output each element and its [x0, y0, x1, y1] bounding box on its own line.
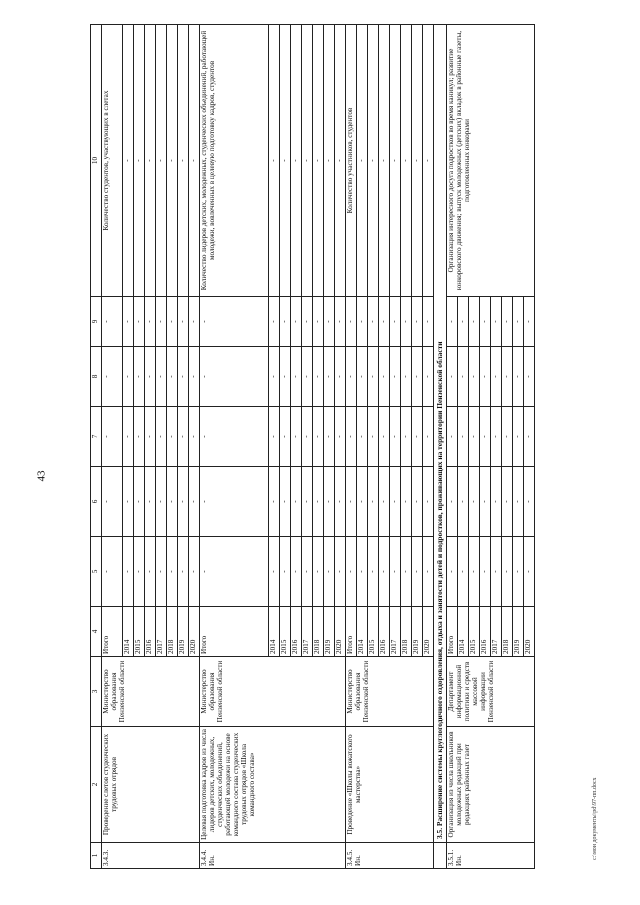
value-cell: -: [335, 467, 346, 537]
value-cell: -: [200, 347, 269, 407]
value-cell: -: [346, 537, 357, 607]
value-cell: -: [123, 297, 134, 347]
program-table: [90, 24, 535, 869]
value-cell: -: [280, 297, 291, 347]
value-cell: -: [134, 347, 145, 407]
year-cell: 2019: [178, 607, 189, 657]
value-cell: -: [134, 297, 145, 347]
value-cell: -: [412, 467, 423, 537]
value-cell: -: [480, 467, 491, 537]
value-cell: -: [469, 407, 480, 467]
year-cell: 2014: [458, 607, 469, 657]
indicator-value: -: [357, 25, 368, 297]
total-label: Итого: [346, 607, 357, 657]
value-cell: -: [178, 467, 189, 537]
value-cell: -: [447, 347, 458, 407]
column-number-header: 4: [91, 607, 102, 657]
value-cell: -: [524, 537, 535, 607]
value-cell: -: [200, 467, 269, 537]
value-cell: -: [269, 537, 280, 607]
value-cell: -: [178, 347, 189, 407]
year-cell: 2019: [324, 607, 335, 657]
value-cell: -: [280, 407, 291, 467]
indicator-value: -: [280, 25, 291, 297]
value-cell: -: [346, 297, 357, 347]
value-cell: -: [357, 467, 368, 537]
value-cell: -: [447, 407, 458, 467]
year-cell: 2020: [524, 607, 535, 657]
indicator-value: -: [167, 25, 178, 297]
year-cell: 2020: [189, 607, 200, 657]
value-cell: -: [412, 347, 423, 407]
value-cell: -: [346, 407, 357, 467]
value-cell: -: [357, 537, 368, 607]
value-cell: -: [156, 467, 167, 537]
year-cell: 2016: [145, 607, 156, 657]
item-title: Проведение слетов студенческих трудовых отрядов: [102, 727, 200, 843]
value-cell: -: [167, 347, 178, 407]
value-cell: -: [167, 537, 178, 607]
value-cell: -: [145, 297, 156, 347]
value-cell: -: [302, 347, 313, 407]
column-number-header: 5: [91, 537, 102, 607]
indicator-value: -: [302, 25, 313, 297]
value-cell: -: [335, 347, 346, 407]
value-cell: -: [379, 407, 390, 467]
value-cell: -: [412, 297, 423, 347]
value-cell: -: [357, 347, 368, 407]
value-cell: -: [145, 347, 156, 407]
value-cell: -: [458, 537, 469, 607]
value-cell: -: [447, 467, 458, 537]
program-row: [447, 25, 458, 869]
value-cell: -: [280, 537, 291, 607]
value-cell: -: [156, 537, 167, 607]
column-number-header: 3: [91, 657, 102, 727]
item-title: Проведение «Школы вожатского мастерства»: [346, 727, 434, 843]
indicator-text: Количество студентов, участвующих в слетах: [102, 25, 123, 297]
value-cell: -: [102, 347, 123, 407]
value-cell: -: [368, 347, 379, 407]
total-label: Итого: [200, 607, 269, 657]
value-cell: -: [491, 407, 502, 467]
value-cell: -: [502, 407, 513, 467]
value-cell: -: [401, 467, 412, 537]
value-cell: -: [480, 347, 491, 407]
value-cell: -: [313, 297, 324, 347]
year-cell: 2018: [401, 607, 412, 657]
year-cell: 2020: [335, 607, 346, 657]
value-cell: -: [480, 297, 491, 347]
value-cell: -: [412, 537, 423, 607]
indicator-value: -: [134, 25, 145, 297]
value-cell: -: [123, 467, 134, 537]
section-row: [434, 25, 447, 869]
indicator-value: -: [178, 25, 189, 297]
total-label: Итого: [102, 607, 123, 657]
item-number: 3.4.3.: [102, 843, 200, 869]
indicator-value: -: [401, 25, 412, 297]
indicator-value: -: [379, 25, 390, 297]
year-cell: 2019: [412, 607, 423, 657]
program-row: [102, 25, 123, 869]
value-cell: -: [491, 467, 502, 537]
value-cell: -: [102, 407, 123, 467]
value-cell: -: [189, 407, 200, 467]
value-cell: -: [178, 407, 189, 467]
year-cell: 2014: [357, 607, 368, 657]
item-number: 3.4.5. Ин.: [346, 843, 434, 869]
value-cell: -: [145, 467, 156, 537]
value-cell: -: [368, 297, 379, 347]
value-cell: -: [513, 297, 524, 347]
value-cell: -: [401, 407, 412, 467]
value-cell: -: [291, 407, 302, 467]
value-cell: -: [313, 537, 324, 607]
value-cell: -: [480, 407, 491, 467]
value-cell: -: [513, 537, 524, 607]
value-cell: -: [102, 467, 123, 537]
value-cell: -: [189, 467, 200, 537]
value-cell: -: [134, 537, 145, 607]
value-cell: -: [346, 347, 357, 407]
item-number: 3.4.4. Ин.: [200, 843, 346, 869]
column-number-header: 6: [91, 467, 102, 537]
year-cell: 2017: [156, 607, 167, 657]
value-cell: -: [324, 407, 335, 467]
value-cell: -: [412, 407, 423, 467]
indicator-value: -: [123, 25, 134, 297]
year-cell: 2014: [269, 607, 280, 657]
value-cell: -: [423, 407, 434, 467]
value-cell: -: [156, 407, 167, 467]
value-cell: -: [502, 297, 513, 347]
rotated-table-container: [90, 25, 635, 869]
value-cell: -: [123, 347, 134, 407]
value-cell: -: [200, 297, 269, 347]
year-cell: 2016: [480, 607, 491, 657]
value-cell: -: [324, 467, 335, 537]
section-heading: 3.5. Расширение системы круглогодичного оздоровления, отдыха и занятости детей и подростков, проживающих на территории Пензенской области: [434, 25, 447, 843]
year-cell: 2015: [134, 607, 145, 657]
page-number: 43: [35, 470, 48, 482]
value-cell: -: [102, 537, 123, 607]
value-cell: -: [123, 537, 134, 607]
value-cell: -: [469, 347, 480, 407]
year-cell: 2015: [469, 607, 480, 657]
value-cell: -: [291, 297, 302, 347]
value-cell: -: [280, 467, 291, 537]
value-cell: -: [469, 537, 480, 607]
year-cell: 2018: [313, 607, 324, 657]
value-cell: -: [189, 347, 200, 407]
value-cell: -: [313, 407, 324, 467]
value-cell: -: [269, 347, 280, 407]
year-cell: 2017: [491, 607, 502, 657]
value-cell: -: [513, 407, 524, 467]
value-cell: -: [335, 537, 346, 607]
value-cell: -: [134, 407, 145, 467]
column-number-header: 10: [91, 25, 102, 297]
year-cell: 2015: [368, 607, 379, 657]
value-cell: -: [200, 407, 269, 467]
value-cell: -: [447, 537, 458, 607]
program-row: [200, 25, 269, 869]
indicator-text: Количество участников, студентов: [346, 25, 357, 297]
value-cell: -: [480, 537, 491, 607]
value-cell: -: [491, 537, 502, 607]
value-cell: -: [302, 297, 313, 347]
value-cell: -: [447, 297, 458, 347]
value-cell: -: [324, 347, 335, 407]
value-cell: -: [458, 467, 469, 537]
value-cell: -: [368, 407, 379, 467]
year-cell: 2018: [167, 607, 178, 657]
indicator-value: -: [368, 25, 379, 297]
value-cell: -: [368, 467, 379, 537]
value-cell: -: [502, 347, 513, 407]
value-cell: -: [123, 407, 134, 467]
value-cell: -: [423, 297, 434, 347]
value-cell: -: [167, 467, 178, 537]
year-cell: 2017: [302, 607, 313, 657]
value-cell: -: [401, 537, 412, 607]
indicator-value: -: [291, 25, 302, 297]
item-title: Целевая подготовка кадров из числа лидеров детских, молодежных, студенческих объединений, работающей молодежи на основе командного состава студенческих трудовых отрядов «Школа командного состава»: [200, 727, 346, 843]
value-cell: -: [189, 537, 200, 607]
value-cell: -: [390, 347, 401, 407]
value-cell: -: [156, 297, 167, 347]
value-cell: -: [357, 297, 368, 347]
table-body: [91, 25, 535, 869]
value-cell: -: [491, 297, 502, 347]
value-cell: -: [390, 467, 401, 537]
value-cell: -: [291, 347, 302, 407]
value-cell: -: [368, 537, 379, 607]
value-cell: -: [324, 297, 335, 347]
value-cell: -: [145, 407, 156, 467]
value-cell: -: [313, 467, 324, 537]
item-title: Организация из числа школьников молодежных редакций при редакциях районных газет: [447, 727, 535, 843]
value-cell: -: [458, 347, 469, 407]
indicator-value: -: [324, 25, 335, 297]
value-cell: -: [390, 297, 401, 347]
table-cell: [434, 843, 447, 869]
column-number-header: 9: [91, 297, 102, 347]
value-cell: -: [167, 407, 178, 467]
value-cell: -: [167, 297, 178, 347]
item-executor: Департамент информационной политики и средств массовой информации Пензенской области: [447, 657, 535, 727]
column-number-header: 8: [91, 347, 102, 407]
footer-file-path: c:\мои документы\pd\97-пп.docx: [592, 777, 598, 860]
program-row: [346, 25, 357, 869]
indicator-text: Организация интересного досуга подростков во время каникул; развитие юнкоровского движения; выпуск молодежных (детских) вкладок в районные газеты, подготовленных юнкорами: [447, 25, 535, 297]
value-cell: -: [502, 537, 513, 607]
value-cell: -: [401, 297, 412, 347]
year-cell: 2014: [123, 607, 134, 657]
column-number-header: 1: [91, 843, 102, 869]
indicator-value: -: [156, 25, 167, 297]
value-cell: -: [291, 537, 302, 607]
item-executor: Министерство образования Пензенской области: [200, 657, 346, 727]
year-cell: 2019: [513, 607, 524, 657]
item-executor: Министерство образования Пензенской области: [102, 657, 200, 727]
value-cell: -: [302, 467, 313, 537]
value-cell: -: [335, 407, 346, 467]
value-cell: -: [379, 537, 390, 607]
value-cell: -: [524, 297, 535, 347]
value-cell: -: [302, 407, 313, 467]
year-cell: 2018: [502, 607, 513, 657]
value-cell: -: [324, 537, 335, 607]
column-number-header: 2: [91, 727, 102, 843]
value-cell: -: [379, 297, 390, 347]
value-cell: -: [102, 297, 123, 347]
indicator-value: -: [145, 25, 156, 297]
value-cell: -: [513, 347, 524, 407]
total-label: Итого: [447, 607, 458, 657]
value-cell: -: [178, 297, 189, 347]
indicator-text: Количество лидеров детских, молодежных, студенческих объединений, работающей молодежи, вовлеченных в целевую подготовку кадров, студентов: [200, 25, 269, 297]
value-cell: -: [189, 297, 200, 347]
value-cell: -: [458, 407, 469, 467]
value-cell: -: [379, 347, 390, 407]
value-cell: -: [269, 297, 280, 347]
value-cell: -: [280, 347, 291, 407]
value-cell: -: [302, 537, 313, 607]
year-cell: 2017: [390, 607, 401, 657]
value-cell: -: [269, 467, 280, 537]
value-cell: -: [502, 467, 513, 537]
value-cell: -: [335, 297, 346, 347]
value-cell: -: [357, 407, 368, 467]
value-cell: -: [513, 467, 524, 537]
value-cell: -: [269, 407, 280, 467]
year-cell: 2016: [379, 607, 390, 657]
item-executor: Министерство образования Пензенской области: [346, 657, 434, 727]
value-cell: -: [313, 347, 324, 407]
value-cell: -: [524, 407, 535, 467]
value-cell: -: [346, 467, 357, 537]
year-cell: 2020: [423, 607, 434, 657]
indicator-value: -: [412, 25, 423, 297]
value-cell: -: [524, 347, 535, 407]
indicator-value: -: [423, 25, 434, 297]
indicator-value: -: [390, 25, 401, 297]
year-cell: 2016: [291, 607, 302, 657]
value-cell: -: [390, 537, 401, 607]
value-cell: -: [390, 407, 401, 467]
value-cell: -: [491, 347, 502, 407]
value-cell: -: [458, 297, 469, 347]
value-cell: -: [524, 467, 535, 537]
value-cell: -: [469, 297, 480, 347]
value-cell: -: [145, 537, 156, 607]
item-number: 3.5.1. Ин.: [447, 843, 535, 869]
value-cell: -: [134, 467, 145, 537]
year-cell: 2015: [280, 607, 291, 657]
value-cell: -: [401, 347, 412, 407]
value-cell: -: [200, 537, 269, 607]
indicator-value: -: [335, 25, 346, 297]
value-cell: -: [423, 347, 434, 407]
indicator-value: -: [269, 25, 280, 297]
indicator-value: -: [313, 25, 324, 297]
value-cell: -: [423, 537, 434, 607]
header-row: [91, 25, 102, 869]
value-cell: -: [469, 467, 480, 537]
column-number-header: 7: [91, 407, 102, 467]
indicator-value: -: [189, 25, 200, 297]
value-cell: -: [156, 347, 167, 407]
value-cell: -: [178, 537, 189, 607]
value-cell: -: [291, 467, 302, 537]
value-cell: -: [423, 467, 434, 537]
value-cell: -: [379, 467, 390, 537]
